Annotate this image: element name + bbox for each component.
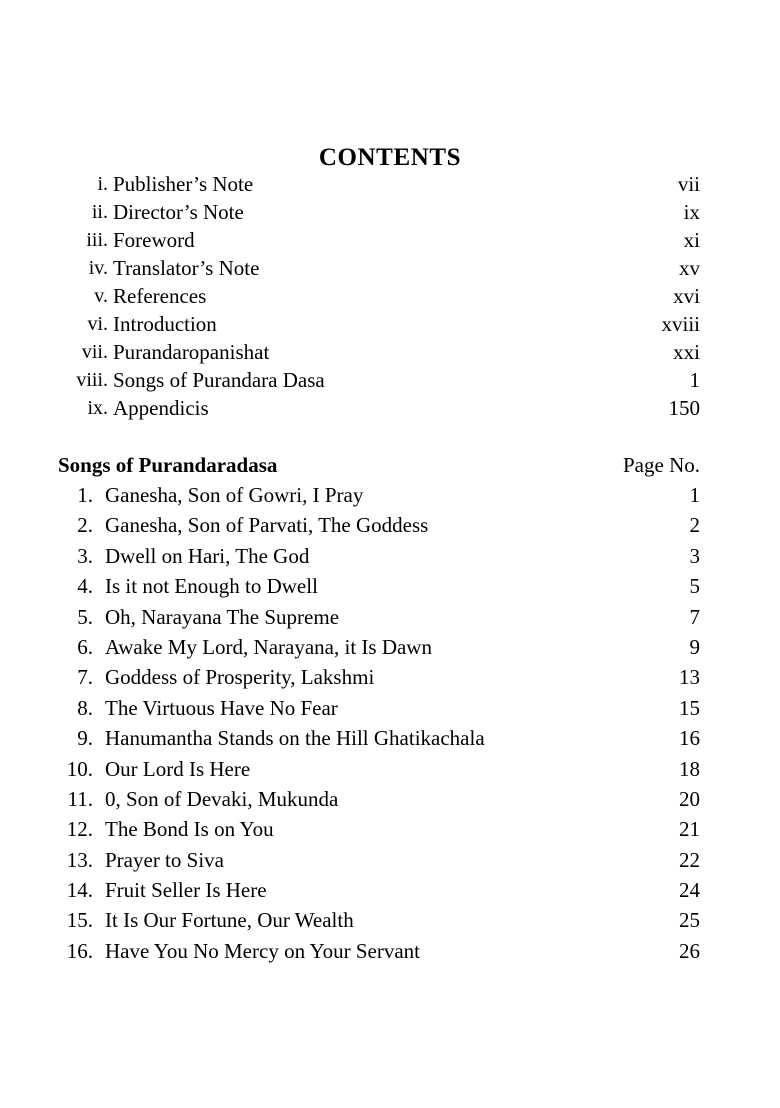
page-title: CONTENTS bbox=[318, 144, 462, 171]
song-entry[interactable] bbox=[0, 784, 780, 814]
song-entry-number: 14. bbox=[66, 878, 93, 903]
song-entry[interactable] bbox=[0, 480, 780, 510]
songs-list bbox=[0, 480, 780, 966]
song-entry[interactable] bbox=[0, 541, 780, 571]
song-entry-title: Awake My Lord, Narayana, it Is Dawn bbox=[105, 634, 432, 659]
toc-entry-number: vi. bbox=[87, 313, 108, 335]
toc-entry-title: Songs of Purandara Dasa bbox=[113, 368, 325, 392]
song-entry-title: Is it not Enough to Dwell bbox=[105, 574, 318, 599]
toc-entry-page-number: 1 bbox=[689, 368, 700, 392]
toc-entry-number: iii. bbox=[86, 229, 108, 251]
song-entry[interactable] bbox=[0, 602, 780, 632]
toc-entry-page-number: xviii bbox=[661, 312, 700, 336]
songs-section-heading: Songs of Purandaradasa bbox=[58, 453, 278, 477]
song-entry-title: The Bond Is on You bbox=[105, 817, 274, 842]
song-entry-number: 6. bbox=[77, 634, 93, 659]
toc-entry-title: Translator’s Note bbox=[113, 256, 260, 280]
song-entry-title: Have You No Mercy on Your Servant bbox=[105, 938, 420, 963]
toc-entry-page-number: ix bbox=[683, 200, 700, 224]
song-entry-number: 5. bbox=[77, 604, 93, 629]
song-entry-page-number: 3 bbox=[689, 543, 700, 568]
toc-entry-title: Introduction bbox=[113, 312, 217, 336]
song-entry-page-number: 22 bbox=[679, 847, 700, 872]
song-entry[interactable] bbox=[0, 723, 780, 753]
song-entry[interactable] bbox=[0, 814, 780, 844]
song-entry-title: Ganesha, Son of Gowri, I Pray bbox=[105, 483, 364, 507]
toc-entry-number: vii. bbox=[81, 341, 108, 363]
toc-entry[interactable] bbox=[0, 338, 780, 366]
toc-entry-title: Director’s Note bbox=[113, 200, 244, 224]
toc-entry-page-number: vii bbox=[677, 172, 700, 196]
song-entry-title: Prayer to Siva bbox=[105, 847, 224, 872]
toc-entry-number: ii. bbox=[91, 201, 108, 223]
toc-entry-title: Purandaropanishat bbox=[113, 340, 270, 364]
toc-entry-number: ix. bbox=[87, 397, 108, 419]
song-entry-page-number: 1 bbox=[689, 483, 700, 507]
toc-entry-number: i. bbox=[97, 173, 108, 195]
song-entry[interactable] bbox=[0, 754, 780, 784]
toc-entry-title: Appendicis bbox=[113, 396, 209, 420]
song-entry-number: 15. bbox=[66, 908, 93, 933]
toc-entry[interactable] bbox=[0, 394, 780, 422]
song-entry-page-number: 21 bbox=[679, 817, 700, 842]
toc-entry-number: viii. bbox=[76, 369, 108, 391]
song-entry-page-number: 13 bbox=[679, 665, 700, 690]
song-entry-title: Fruit Seller Is Here bbox=[105, 878, 267, 903]
song-entry[interactable] bbox=[0, 662, 780, 692]
page-number-column-header: Page No. bbox=[623, 453, 700, 477]
song-entry[interactable] bbox=[0, 632, 780, 662]
toc-entry-page-number: xvi bbox=[673, 284, 700, 308]
song-entry-page-number: 25 bbox=[679, 908, 700, 933]
song-entry-number: 13. bbox=[66, 847, 93, 872]
toc-entry[interactable] bbox=[0, 254, 780, 282]
song-entry-page-number: 7 bbox=[689, 604, 700, 629]
song-entry-title: The Virtuous Have No Fear bbox=[105, 695, 338, 720]
song-entry-number: 10. bbox=[66, 756, 93, 781]
song-entry-page-number: 16 bbox=[679, 726, 700, 751]
song-entry-number: 11. bbox=[67, 786, 93, 811]
toc-entry[interactable] bbox=[0, 366, 780, 394]
song-entry-number: 4. bbox=[77, 574, 93, 599]
toc-entry[interactable] bbox=[0, 198, 780, 226]
song-entry-number: 7. bbox=[77, 665, 93, 690]
song-entry-page-number: 15 bbox=[679, 695, 700, 720]
song-entry-number: 9. bbox=[77, 726, 93, 751]
song-entry-title: It Is Our Fortune, Our Wealth bbox=[105, 908, 354, 933]
song-entry[interactable] bbox=[0, 875, 780, 905]
song-entry-page-number: 26 bbox=[679, 938, 700, 963]
toc-entry-number: iv. bbox=[88, 257, 108, 279]
song-entry-page-number: 2 bbox=[689, 513, 700, 538]
toc-entry-page-number: 150 bbox=[668, 396, 700, 420]
toc-entry-page-number: xv bbox=[679, 256, 700, 280]
front-matter-list bbox=[0, 170, 780, 422]
song-entry-number: 12. bbox=[66, 817, 93, 842]
toc-entry[interactable] bbox=[0, 226, 780, 254]
toc-entry-title: References bbox=[113, 284, 207, 308]
song-entry-number: 3. bbox=[77, 543, 93, 568]
song-entry-title: Goddess of Prosperity, Lakshmi bbox=[105, 665, 375, 690]
song-entry-page-number: 9 bbox=[689, 634, 700, 659]
toc-entry[interactable] bbox=[0, 310, 780, 338]
song-entry[interactable] bbox=[0, 936, 780, 966]
song-entry[interactable] bbox=[0, 510, 780, 540]
song-entry[interactable] bbox=[0, 693, 780, 723]
toc-entry[interactable] bbox=[0, 170, 780, 198]
toc-entry-page-number: xi bbox=[683, 228, 700, 252]
song-entry-number: 8. bbox=[77, 695, 93, 720]
song-entry-title: Oh, Narayana The Supreme bbox=[105, 604, 340, 629]
song-entry[interactable] bbox=[0, 571, 780, 601]
song-entry-title: Ganesha, Son of Parvati, The Goddess bbox=[105, 513, 429, 538]
song-entry-page-number: 20 bbox=[679, 786, 700, 811]
song-entry-number: 2. bbox=[77, 513, 93, 538]
toc-entry-title: Foreword bbox=[113, 228, 195, 252]
toc-entry-page-number: xxi bbox=[673, 340, 700, 364]
song-entry-page-number: 24 bbox=[679, 878, 700, 903]
song-entry-number: 16. bbox=[66, 938, 93, 963]
toc-entry-number: v. bbox=[94, 285, 108, 307]
song-entry-title: Dwell on Hari, The God bbox=[105, 543, 310, 568]
song-entry-title: Our Lord Is Here bbox=[105, 756, 251, 781]
song-entry-title: 0, Son of Devaki, Mukunda bbox=[105, 786, 339, 811]
toc-entry-title: Publisher’s Note bbox=[113, 172, 254, 196]
song-entry-title: Hanumantha Stands on the Hill Ghatikachala bbox=[105, 726, 485, 751]
songs-section-header bbox=[0, 450, 780, 480]
toc-entry[interactable] bbox=[0, 282, 780, 310]
song-entry[interactable] bbox=[0, 905, 780, 935]
song-entry-number: 1. bbox=[77, 483, 93, 507]
song-entry[interactable] bbox=[0, 845, 780, 875]
song-entry-page-number: 18 bbox=[679, 756, 700, 781]
song-entry-page-number: 5 bbox=[689, 574, 700, 599]
